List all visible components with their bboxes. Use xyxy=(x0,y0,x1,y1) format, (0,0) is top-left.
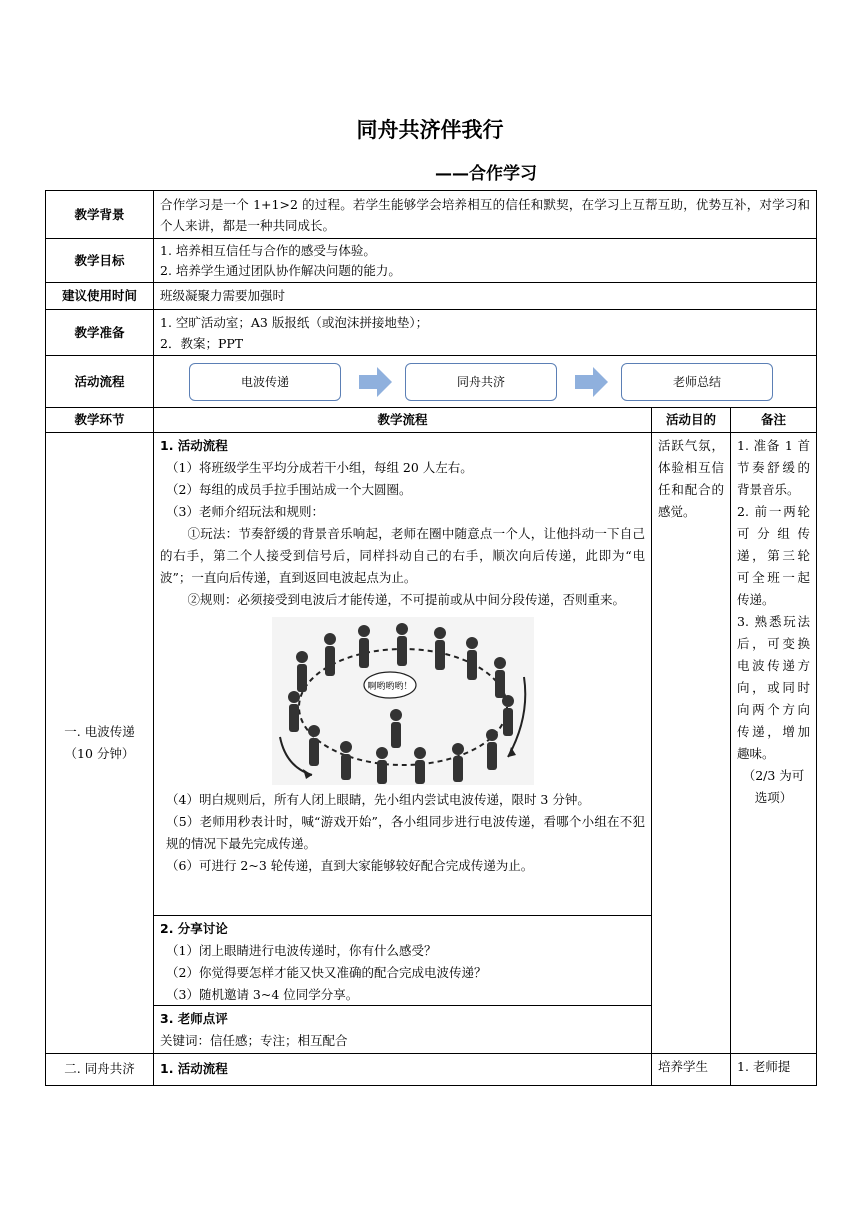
page-subtitle xyxy=(0,159,860,184)
section2-notes: 1. 老师提 xyxy=(731,1054,817,1086)
part1-after-line: （5）老师用秒表计时，喊“游戏开始”，各小组同步进行电波传递，看哪个小组在不犯规的情况下最先完成传递。 xyxy=(166,814,645,851)
flow-step-box: 同舟共济 xyxy=(405,363,557,401)
header-process: 教学流程 xyxy=(154,408,652,433)
row-flow xyxy=(46,356,817,408)
part2-line: （3）随机邀请 3~4 位同学分享。 xyxy=(166,987,359,1002)
row-prep xyxy=(46,310,817,356)
flow-step-box: 电波传递 xyxy=(189,363,341,401)
part3-text: 关键词：信任感；专注；相互配合 xyxy=(160,1033,348,1048)
part1-after-line: （6）可进行 2~3 轮传递，直到大家能够较好配合完成传递为止。 xyxy=(166,858,534,873)
label-background: 教学背景 xyxy=(46,191,154,239)
section2-heading: 1. 活动流程 xyxy=(160,1061,228,1076)
prep-item: 2．教案；PPT xyxy=(160,335,244,351)
subtitle-text: ——合作学习 xyxy=(435,164,537,184)
row-goal xyxy=(46,239,817,283)
goal-item: 1. 培养相互信任与合作的感受与体验。 xyxy=(160,242,376,258)
page-title: 同舟共济伴我行 xyxy=(356,118,504,142)
time-text: 班级凝聚力需要加强时 xyxy=(154,283,817,310)
part1-line: （1）将班级学生平均分成若干小组，每组 20 人左右。 xyxy=(166,460,473,475)
section1-process xyxy=(154,433,652,1054)
part2-line: （2）你觉得要怎样才能又快又准确的配合完成电波传递？ xyxy=(166,965,487,980)
section1-stage-name: 一. 电波传递 xyxy=(64,724,135,739)
row-section2 xyxy=(46,1054,817,1086)
bubble-text: 啊哟哟哟！ xyxy=(366,682,413,692)
label-time: 建议使用时间 xyxy=(46,283,154,310)
header-notes: 备注 xyxy=(731,408,817,433)
label-goal: 教学目标 xyxy=(46,239,154,283)
part1-after-line: （4）明白规则后，所有人闭上眼睛，先小组内尝试电波传递，限时 3 分钟。 xyxy=(166,792,590,807)
section2-stage: 二. 同舟共济 xyxy=(46,1054,154,1086)
row-time xyxy=(46,283,817,310)
header-stage: 教学环节 xyxy=(46,408,154,433)
rule-text: ②规则：必须接受到电波后才能传递，不可提前或从中间分段传递，否则重来。 xyxy=(187,592,626,607)
row-section1 xyxy=(46,433,817,1054)
header-purpose: 活动目的 xyxy=(652,408,731,433)
section1-notes xyxy=(731,433,817,1054)
section2-purpose: 培养学生 xyxy=(652,1054,731,1086)
note-item: 2. 前一两轮可分组传递，第三轮可全班一起传递。 xyxy=(737,504,811,607)
label-prep: 教学准备 xyxy=(46,310,154,356)
note-item: 1. 准备 1 首节奏舒缓的背景音乐。 xyxy=(737,438,811,497)
flow-step-box: 老师总结 xyxy=(621,363,773,401)
label-flow: 活动流程 xyxy=(46,356,154,408)
prep-item: 1. 空旷活动室；A3 版报纸（或泡沫拼接地垫）； xyxy=(160,314,429,330)
flow-arrow-icon xyxy=(359,366,393,398)
part1-line: （2）每组的成员手拉手围站成一个大圆圈。 xyxy=(166,482,412,497)
part1-heading: 1. 活动流程 xyxy=(160,438,228,453)
row-headers xyxy=(46,408,817,433)
part2-heading: 2. 分享讨论 xyxy=(160,921,228,936)
flow-arrow-icon xyxy=(575,366,609,398)
section1-stage-duration: （10 分钟） xyxy=(64,746,135,761)
part1-line: （3）老师介绍玩法和规则： xyxy=(166,504,324,519)
note-item: 3. 熟悉玩法后，可变换电波传递方向，或同时向两个方向传递，增加趣味。 xyxy=(737,614,811,761)
background-text: 合作学习是一个 1+1>2 的过程。若学生能够学会培养相互的信任和默契，在学习上互帮互助，优势互补，对学习和个人来讲，都是一种共同成长。 xyxy=(154,191,817,239)
part2-line: （1）闭上眼睛进行电波传递时，你有什么感受？ xyxy=(166,943,437,958)
row-background xyxy=(46,191,817,239)
flow-diagram xyxy=(154,357,816,407)
goal-item: 2. 培养学生通过团队协作解决问题的能力。 xyxy=(160,262,401,278)
section1-stage xyxy=(46,433,154,1054)
part3-heading: 3. 老师点评 xyxy=(160,1011,228,1026)
circle-of-people-illustration xyxy=(272,617,534,785)
play-text: ①玩法：节奏舒缓的背景音乐响起，老师在圈中随意点一个人，让他抖动一下自己的右手，第二个人接受到信号后，同样抖动自己的右手，顺次向后传递，此即为“电波”；一直向后传递，直到返回电波起点为止。 xyxy=(160,526,645,585)
section1-purpose: 活跃气氛，体验相互信任和配合的感觉。 xyxy=(652,433,731,1054)
note-item: （2/3 为可选项） xyxy=(742,768,805,805)
lesson-plan-table xyxy=(45,190,817,1086)
